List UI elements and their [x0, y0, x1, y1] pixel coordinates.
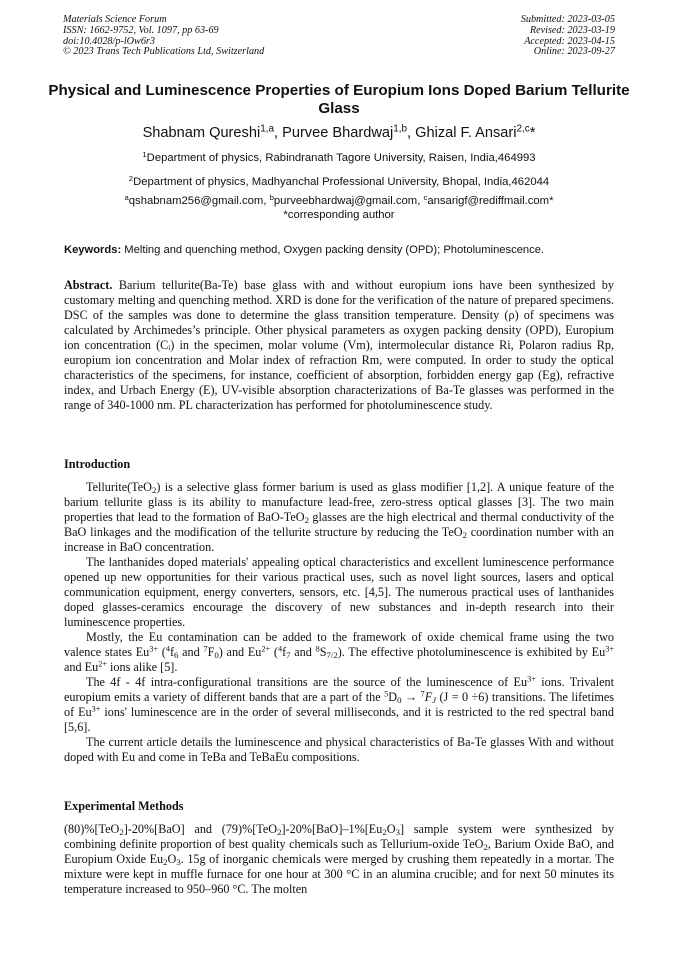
text: Mostly, the Eu contamination can be added to the framework of oxide chemical frame using the two valence states Eu	[64, 630, 614, 659]
text: D	[388, 690, 398, 704]
text: O	[167, 852, 177, 866]
keywords-label: Keywords:	[64, 244, 122, 256]
affiliation-1	[40, 149, 638, 165]
author-superscript: 1,a	[260, 123, 274, 135]
section-heading-experimental: Experimental Methods	[64, 799, 184, 813]
publication-dates	[521, 15, 615, 58]
abstract-text: Barium tellurite(Ba-Te) base glass with and without europium ions have been synthesized by customary melting and quenching method. XRD is done for the verification of the nature of prepared specimens. DSC of the samples was done to determine the glass transition temperature. Density (ρ) of specimens was calculated by Archimedes’s principle. Other physical parameters as oxygen packing density (OPD), Europium ion concentration (Cᵢ) in the specimen, molar volume (Vm), intermolecular distance Ri, Polaron radius Rp, europium ion concentration and Molar index of refraction Rm, were computed. In order to study the optical characteristics of the specimens, for instance, coefficient of absorption, forbidden energy gap (Eg), refractive index, and Urbach Energy (E), UV-visible absorption characterizations of Ba-Te glasses was performed in the range of 340-1000 nm. PL characterization has performed for photoluminescence study.	[64, 278, 614, 412]
keywords	[64, 243, 616, 257]
email-marker: a	[124, 192, 129, 202]
text: ) and Eu	[218, 645, 262, 659]
email-marker: c	[423, 192, 428, 202]
superscript: 8	[315, 644, 320, 654]
superscript: 4	[277, 644, 283, 654]
author-separator: ,	[407, 125, 416, 141]
text: and	[290, 645, 316, 659]
author-name: Purvee Bhardwaj	[282, 125, 394, 141]
email-address: purveebhardwaj@gmail.com,	[273, 195, 424, 207]
email-marker: b	[269, 192, 274, 202]
copyright: © 2023 Trans Tech Publications Ltd, Switzerland	[63, 46, 265, 58]
text: Tellurite(TeO	[86, 480, 152, 494]
text: (	[158, 645, 166, 659]
text: O	[386, 822, 396, 836]
keywords-text: Melting and quenching method, Oxygen packing density (OPD); Photoluminescence.	[121, 244, 545, 256]
accepted-date: Accepted: 2023-04-15	[524, 35, 615, 47]
subscript: 3	[395, 826, 400, 837]
superscript: 5	[384, 689, 389, 699]
author-superscript: 1,b	[393, 123, 408, 135]
email-address: ansarigf@rediffmail.com*	[427, 195, 554, 207]
corresponding-author-note: *corresponding author	[283, 209, 395, 221]
journal-name: Materials Science Forum	[63, 14, 167, 25]
author-emails	[40, 192, 638, 208]
text: , Barium Oxide BaO, and Europium Oxide Eu	[64, 837, 614, 866]
paragraph	[64, 675, 614, 735]
subscript: 2	[382, 826, 387, 837]
text: F	[424, 690, 433, 704]
subscript: 0	[214, 649, 219, 660]
paper-title: Physical and Luminescence Properties of Europium Ions Doped Barium Tellurite Glass	[48, 82, 630, 117]
affiliation-number: 2	[128, 173, 134, 183]
text: glasses are the high electrical and thermal conductivity of the BaO linkages and the modification of the tellurite structure by reducing the TeO	[64, 510, 614, 539]
superscript: 2+	[98, 659, 107, 669]
superscript: 2+	[261, 644, 271, 654]
online-date: Online: 2023-09-27	[533, 46, 615, 58]
introduction-body	[64, 480, 614, 765]
subscript: 2	[163, 856, 168, 867]
text: . 15g of inorganic chemicals were merged by crushing them repeatedly in a mortar. The mixture were kept in muffle furnace for one hour at 300 °C in an alumina crucible; and for next 50 minutes its temperature increased to 950–960 °C. The molten	[64, 852, 614, 896]
subscript: 2	[151, 484, 157, 495]
text: and	[178, 645, 204, 659]
paragraph	[64, 480, 614, 555]
superscript: 3+	[527, 674, 536, 684]
affiliation-text: Department of physics, Rabindranath Tagore University, Raisen, India,464993	[146, 152, 536, 164]
paragraph: The lanthanides doped materials' appealing optical characteristics and excellent luminescence performance opened up new opportunities for their various practical uses, such as novel light sources, lasers and optical communication equipment, energy converters, sensors, etc. [4,5]. The numerous practical uses of lanthanides doped glasses-ceramics encourage the discovery of new substances and in-depth research into their luminescence properties.	[64, 555, 614, 629]
text: (J = 0 ÷6) transitions. The lifetimes of Eu	[64, 690, 615, 719]
subscript: 7	[286, 649, 291, 660]
subscript: 7/2	[326, 649, 338, 660]
subscript: 2	[483, 841, 488, 852]
text: (80)%[TeO	[64, 822, 120, 836]
text: ]-20%[BaO] and (79)%[TeO	[123, 822, 278, 836]
experimental-body	[64, 822, 614, 897]
author-superscript: 2,c	[516, 123, 530, 135]
superscript: 3+	[149, 644, 159, 654]
text: ). The effective photoluminescence is exhibited by Eu	[337, 645, 606, 659]
text: (	[270, 645, 278, 659]
affiliation-number: 1	[142, 149, 147, 159]
text: ]-20%[BaO]–1%[Eu	[281, 822, 383, 836]
superscript: 7	[420, 689, 425, 699]
text: coordination number with an increase in BaO concentration.	[64, 525, 614, 554]
section-heading-introduction: Introduction	[64, 457, 131, 471]
abstract-label: Abstract.	[64, 278, 113, 292]
subscript: 2	[462, 529, 467, 540]
paragraph: The current article details the luminescence and physical characteristics of Ba-Te glasses With and without doped with Eu and come in TeBa and TeBaEu compositions.	[64, 735, 614, 764]
email-address: qshabnam256@gmail.com,	[128, 195, 270, 207]
superscript: 3+	[91, 704, 101, 714]
issn-volume: ISSN: 1662-9752, Vol. 1097, pp 63-69	[63, 24, 219, 36]
text: ] sample system were synthesized by combining definite proportion of best quality chemicals such as Tellurium-oxide TeO	[64, 822, 614, 851]
subscript: 2	[277, 826, 282, 837]
text: ions. Trivalent europium emits a variety of different bands that are a part of the	[64, 675, 614, 704]
text: S	[319, 645, 327, 659]
text: f	[169, 645, 175, 659]
subscript: 3	[176, 856, 181, 867]
author-separator: ,	[273, 125, 283, 141]
superscript: 7	[203, 644, 208, 654]
doi: doi:10.4028/p-lOw6r3	[63, 35, 155, 47]
subscript: 6	[174, 649, 179, 660]
text: ions' luminescence are in the order of several milliseconds, and it is restricted to the red spectral band [5,6].	[64, 705, 614, 734]
text: →	[401, 690, 421, 704]
author-list	[40, 124, 638, 142]
text: and Eu	[64, 660, 99, 674]
paragraph	[64, 822, 614, 897]
text: F	[207, 645, 215, 659]
revised-date: Revised: 2023-03-19	[529, 24, 615, 36]
subscript: 2	[304, 514, 309, 525]
text: The 4f - 4f intra-configurational transitions are the source of the luminescence of Eu	[86, 675, 528, 689]
abstract	[64, 278, 614, 413]
affiliation-text: Department of physics, Madhyanchal Professional University, Bhopal, India,462044	[133, 176, 550, 188]
corresponding-mark: *	[529, 125, 536, 141]
text: ions alike [5].	[107, 660, 178, 674]
affiliation-2	[40, 173, 638, 189]
publication-info	[63, 15, 264, 58]
text: f	[282, 645, 287, 659]
superscript: 3+	[605, 644, 614, 654]
text: ) is a selective glass former barium is used as glass modifier [1,2]. A unique feature of the barium tellurite glass is its ability to manufacture lead-free, zero-stress optical glasses [3]. The two main properties that lead to the formation of BaO-TeO	[64, 480, 614, 524]
paragraph	[64, 630, 614, 675]
author-name: Ghizal F. Ansari	[415, 125, 517, 141]
subscript: 2	[119, 826, 124, 837]
superscript: 4	[165, 644, 170, 654]
submitted-date: Submitted: 2023-03-05	[520, 14, 615, 25]
subscript: J	[432, 694, 437, 705]
subscript: 0	[397, 694, 402, 705]
author-name: Shabnam Qureshi	[142, 125, 261, 141]
